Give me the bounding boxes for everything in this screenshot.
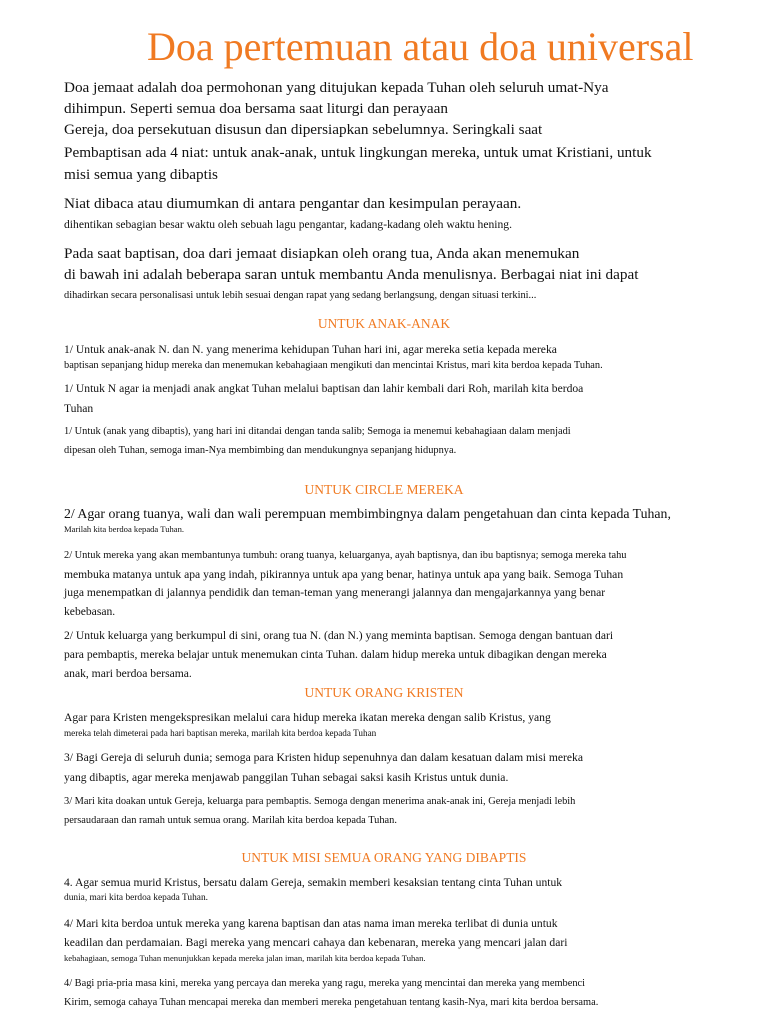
paragraph-line: 2/ Untuk mereka yang akan membantunya tumbuh: orang tuanya, keluarganya, ayah baptisnya, dan ibu baptisnya; semoga mereka tahu (64, 550, 627, 561)
paragraph-line: keadilan dan perdamaian. Bagi mereka yang mencari cahaya dan kebenaran, mereka yang mencari jalan dari (64, 936, 568, 949)
intro-line: dihimpun. Seperti semua doa bersama saat liturgi dan perayaan (64, 100, 448, 117)
paragraph-line: kebahagiaan, semoga Tuhan menunjukkan kepada mereka jalan iman, marilah kita berdoa kepada Tuhan. (64, 953, 426, 963)
paragraph-line: dipesan oleh Tuhan, semoga iman-Nya membimbing dan mendukungnya sepanjang hidupnya. (64, 445, 457, 456)
section-heading: UNTUK ANAK-ANAK (317, 316, 451, 331)
paragraph-line: baptisan sepanjang hidup mereka dan menemukan kebahagiaan mengikuti dan mencintai Kristus, mari kita berdoa kepada Tuhan. (64, 360, 603, 371)
paragraph-line: 4/ Mari kita berdoa untuk mereka yang karena baptisan dan atas nama iman mereka terlibat di dunia untuk (64, 917, 558, 930)
page-title: Doa pertemuan atau doa universal (147, 24, 694, 69)
intro-line: misi semua yang dibaptis (64, 166, 218, 183)
paragraph-line: yang dibaptis, agar mereka menjawab panggilan Tuhan sebagai saksi kasih Kristus untuk dunia. (64, 771, 509, 784)
paragraph-line: 3/ Bagi Gereja di seluruh dunia; semoga para Kristen hidup sepenuhnya dan dalam kesatuan dalam misi mereka (64, 751, 583, 764)
section-heading: UNTUK ORANG KRISTEN (304, 685, 464, 700)
section-heading: UNTUK MISI SEMUA ORANG YANG DIBAPTIS (241, 850, 527, 865)
intro-line: Pembaptisan ada 4 niat: untuk anak-anak, untuk lingkungan mereka, untuk umat Kristiani, untuk (64, 144, 652, 161)
intro-line: Pada saat baptisan, doa dari jemaat disiapkan oleh orang tua, Anda akan menemukan (64, 245, 580, 262)
paragraph-line: 2/ Untuk keluarga yang berkumpul di sini, orang tua N. (dan N.) yang meminta baptisan. Semoga dengan bantuan dari (64, 629, 614, 642)
intro-line: Niat dibaca atau diumumkan di antara pengantar dan kesimpulan perayaan. (64, 195, 522, 212)
paragraph-line: persaudaraan dan ramah untuk semua orang. Marilah kita berdoa kepada Tuhan. (64, 815, 397, 826)
paragraph-line: Kirim, semoga cahaya Tuhan mencapai mereka dan memberi mereka pengetahuan tentang kasih-Nya, mari kita berdoa bersama. (64, 997, 599, 1008)
paragraph-line: 1/ Untuk (anak yang dibaptis), yang hari ini ditandai dengan tanda salib; Semoga ia menemui kebahagiaan dalam menjadi (64, 426, 571, 437)
section-heading: UNTUK CIRCLE MEREKA (304, 482, 464, 497)
intro-line: Gereja, doa persekutuan disusun dan dipersiapkan sebelumnya. Seringkali saat (64, 121, 543, 138)
intro-line: dihadirkan secara personalisasi untuk lebih sesuai dengan rapat yang sedang berlangsung, dengan situasi terkini... (64, 290, 537, 301)
paragraph-line: para pembaptis, mereka belajar untuk menemukan cinta Tuhan. dalam hidup mereka untuk dibagikan dengan mereka (64, 648, 607, 661)
intro-line: dihentikan sebagian besar waktu oleh sebuah lagu pengantar, kadang-kadang oleh waktu hening. (64, 218, 513, 231)
paragraph-line: 1/ Untuk anak-anak N. dan N. yang menerima kehidupan Tuhan hari ini, agar mereka setia kepada mereka (64, 343, 557, 356)
paragraph-line: Marilah kita berdoa kepada Tuhan. (64, 524, 185, 534)
paragraph-line: membuka matanya untuk apa yang indah, pikirannya untuk apa yang benar, hatinya untuk apa yang baik. Semoga Tuhan (64, 568, 624, 581)
paragraph-line: 4. Agar semua murid Kristus, bersatu dalam Gereja, semakin memberi kesaksian tentang cinta Tuhan untuk (64, 876, 563, 889)
intro-line: Doa jemaat adalah doa permohonan yang ditujukan kepada Tuhan oleh seluruh umat-Nya (64, 79, 609, 96)
paragraph-line: mereka telah dimeterai pada hari baptisan mereka, marilah kita berdoa kepada Tuhan (64, 728, 377, 738)
paragraph-line: Tuhan (64, 402, 94, 415)
paragraph-line: 2/ Agar orang tuanya, wali dan wali perempuan membimbingnya dalam pengetahuan dan cinta kepada Tuhan, (64, 506, 671, 521)
paragraph-line: 1/ Untuk N agar ia menjadi anak angkat Tuhan melalui baptisan dan lahir kembali dari Roh, marilah kita berdoa (64, 382, 584, 395)
paragraph-line: 3/ Mari kita doakan untuk Gereja, keluarga para pembaptis. Semoga dengan menerima anak-anak ini, Gereja menjadi lebih (64, 796, 576, 807)
paragraph-line: dunia, mari kita berdoa kepada Tuhan. (64, 893, 208, 903)
paragraph-line: kebebasan. (64, 605, 116, 618)
paragraph-line: juga menempatkan di jalannya pendidik dan teman-teman yang menerangi jalannya dan mengajarkannya yang benar (64, 586, 606, 599)
paragraph-line: anak, mari berdoa bersama. (64, 667, 192, 680)
intro-line: di bawah ini adalah beberapa saran untuk membantu Anda menulisnya. Berbagai niat ini dapat (64, 266, 639, 283)
paragraph-line: Agar para Kristen mengekspresikan melalui cara hidup mereka ikatan mereka dengan salib Kristus, yang (64, 711, 551, 724)
paragraph-line: 4/ Bagi pria-pria masa kini, mereka yang percaya dan mereka yang ragu, mereka yang mencintai dan mereka yang membenci (64, 978, 586, 989)
